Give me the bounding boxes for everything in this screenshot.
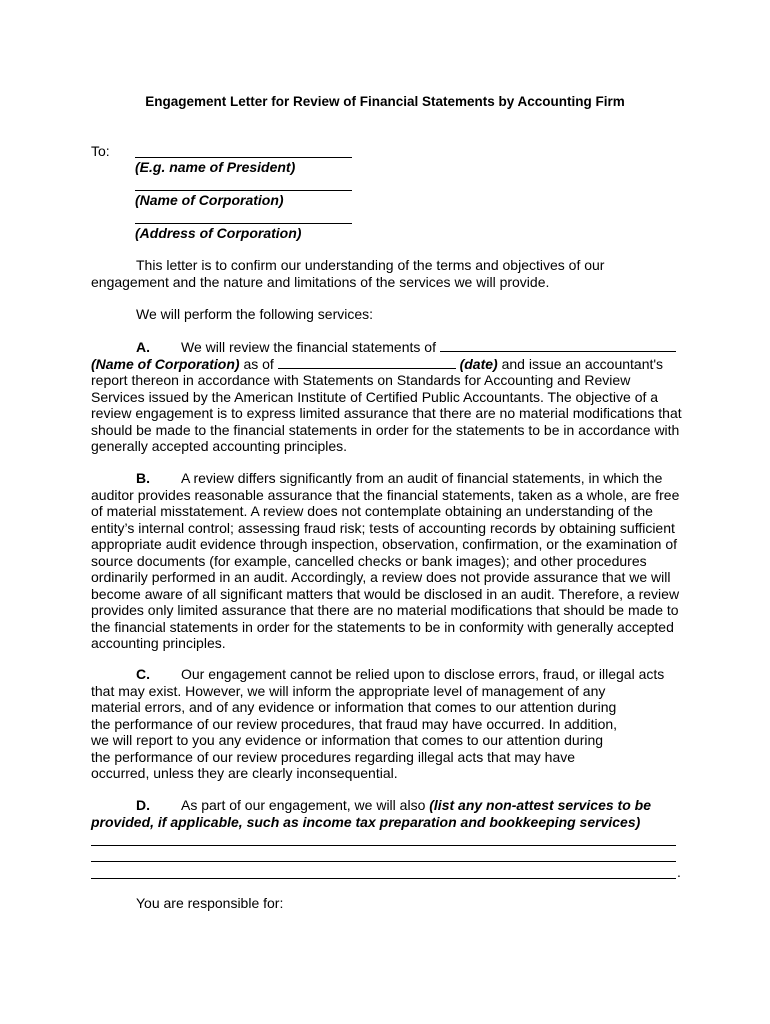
- date-blank[interactable]: [278, 356, 456, 369]
- services-blank-line[interactable]: [91, 845, 676, 846]
- section-b: B. A review differs significantly from an audit of financial statements, in which the auditor provides reasonable assurance that the financial statements, taken as a whole, are free of material misstatement. A review does not contemplate obtaining an understanding of the entity’s internal control; assessing fraud risk; tests of accounting records by obtaining sufficient appropriate audit evidence through inspection, observation, confirmation, or the examination of source documents (for example, cancelled checks or bank images); and other procedures ordinarily performed in an audit. Accordingly, a review does not provide assurance that we will become aware of all significant matters that would be disclosed in an audit. Therefore, a review provides only limited assurance that there are no material modifications that should be made to the financial statements in order for the statements to be in conformity with generally accepted accounting principles.: [91, 470, 680, 651]
- corporation-name-label: (Name of Corporation): [135, 192, 284, 208]
- services-intro: We will perform the following services:: [136, 306, 374, 322]
- section-d-letter: D.: [136, 797, 150, 813]
- end-period: .: [677, 864, 681, 880]
- corporation-address-label: (Address of Corporation): [135, 225, 302, 241]
- to-label: To:: [91, 143, 110, 159]
- section-a: A. We will review the financial statements of (Name of Corporation) as of (date) and issue an accountant's report thereon in accordance with Statements on Standards for Accounting and Review Services issued by the American Institute of Certified Public Accountants. The objective of a review engagement is to express limited assurance that there are no material modifications that should be made to the financial statements in order for the statements to be in accordance with generally accepted accounting principles.: [91, 339, 682, 454]
- corporation-address-blank[interactable]: [135, 223, 352, 224]
- services-blank-line[interactable]: [91, 861, 676, 862]
- recipient-name-blank[interactable]: [135, 157, 352, 158]
- corporation-blank[interactable]: [440, 339, 676, 352]
- section-d: D. As part of our engagement, we will also (list any non-attest services to be provided, if applicable, such as income tax preparation and bookkeeping services): [91, 797, 651, 830]
- section-a-letter: A.: [136, 339, 150, 355]
- document-title: Engagement Letter for Review of Financial Statements by Accounting Firm: [145, 94, 625, 109]
- services-blank-line[interactable]: [91, 878, 676, 879]
- corporation-name-blank[interactable]: [135, 190, 352, 191]
- section-c-letter: C.: [136, 666, 150, 682]
- intro-paragraph: This letter is to confirm our understanding of the terms and objectives of our engagement and the nature and limitations of the services we will provide.: [91, 257, 605, 290]
- section-b-letter: B.: [136, 470, 150, 486]
- section-c: C. Our engagement cannot be relied upon to disclose errors, fraud, or illegal acts that may exist. However, we will inform the appropriate level of management of any material errors, and of any evidence or information that comes to our attention during the performance of our review procedures, that fraud may have occurred. In addition, we will report to you any evidence or information that comes to our attention during the performance of our review procedures regarding illegal acts that may have occurred, unless they are clearly inconsequential.: [91, 666, 665, 781]
- responsibilities-heading: You are responsible for:: [136, 895, 284, 911]
- recipient-name-label: (E.g. name of President): [135, 159, 296, 175]
